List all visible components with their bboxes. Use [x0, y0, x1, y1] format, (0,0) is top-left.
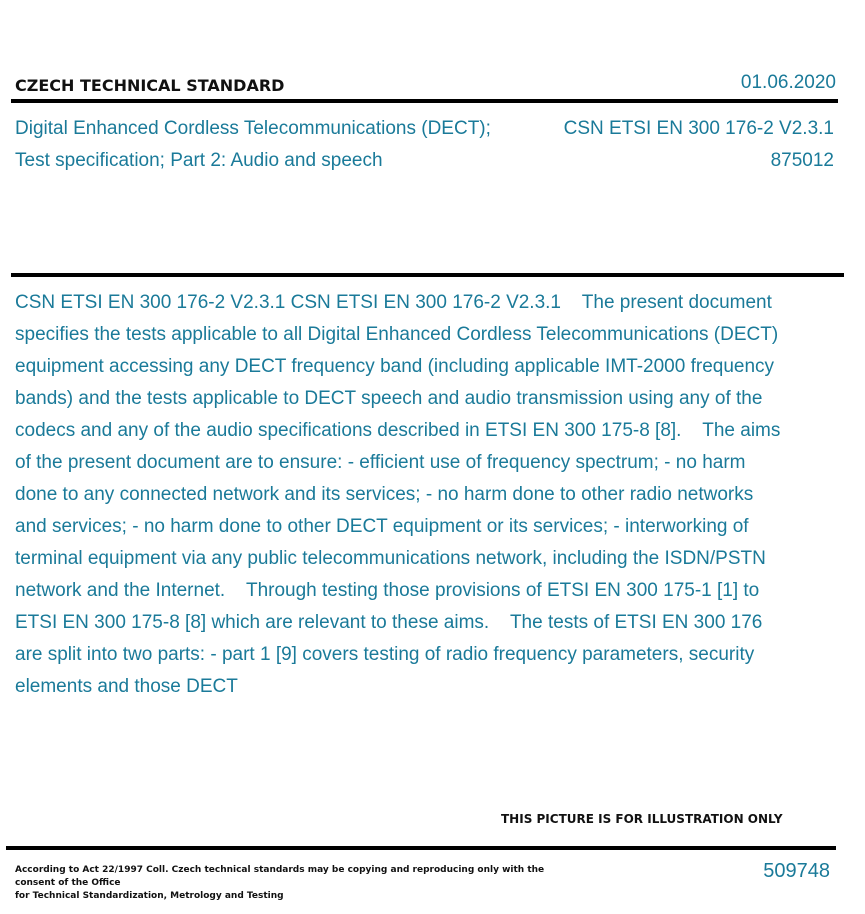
document-abstract: CSN ETSI EN 300 176-2 V2.3.1 CSN ETSI EN 300 176-2 V2.3.1 The present document specifies the tests applicable to all Digital Enhanced Cordless Telecommunications (DECT) equipment accessing any DECT frequency band (including applicable IMT-2000 frequency bands) and the tests applicable to DECT speech and audio transmission using any of the codecs and any of the audio specifications described in ETSI EN 300 175-8 [8]. The aims of the present document are to ensure: - efficient use of frequency spectrum; - no harm done to any connected network and its services; - no harm done to other radio networks and services; - no harm done to other DECT equipment or its services; - interworking of terminal equipment via any public telecommunications network, including the ISDN/PSTN network and the Internet. Through testing those provisions of ETSI EN 300 175-1 [1] to ETSI EN 300 175-8 [8] which are relevant to these aims. The tests of ETSI EN 300 176 are split into two parts: - part 1 [9] covers testing of radio frequency parameters, security elements and those DECT — [15, 292, 781, 697]
header-divider — [11, 99, 838, 103]
legal-notice-line-1: According to Act 22/1997 Coll. Czech technical standards may be copying and reproducing only with the consent of the Office — [15, 865, 545, 888]
legal-notice-line-2: for Technical Standardization, Metrology and Testing — [15, 891, 284, 901]
footer-document-number: 509748 — [763, 860, 830, 882]
document-code-block — [564, 113, 834, 177]
document-code: CSN ETSI EN 300 176-2 V2.3.1 — [563, 118, 834, 139]
publication-date: 01.06.2020 — [740, 72, 836, 93]
footer-divider — [6, 846, 836, 850]
illustration-disclaimer: THIS PICTURE IS FOR ILLUSTRATION ONLY — [501, 812, 783, 826]
standard-header-label: CZECH TECHNICAL STANDARD — [15, 76, 285, 95]
legal-notice — [15, 864, 585, 903]
catalog-number: 875012 — [770, 150, 834, 171]
document-title: Digital Enhanced Cordless Telecommunications (DECT); Test specification; Part 2: Audio and speech — [15, 118, 491, 171]
title-divider — [11, 273, 844, 277]
